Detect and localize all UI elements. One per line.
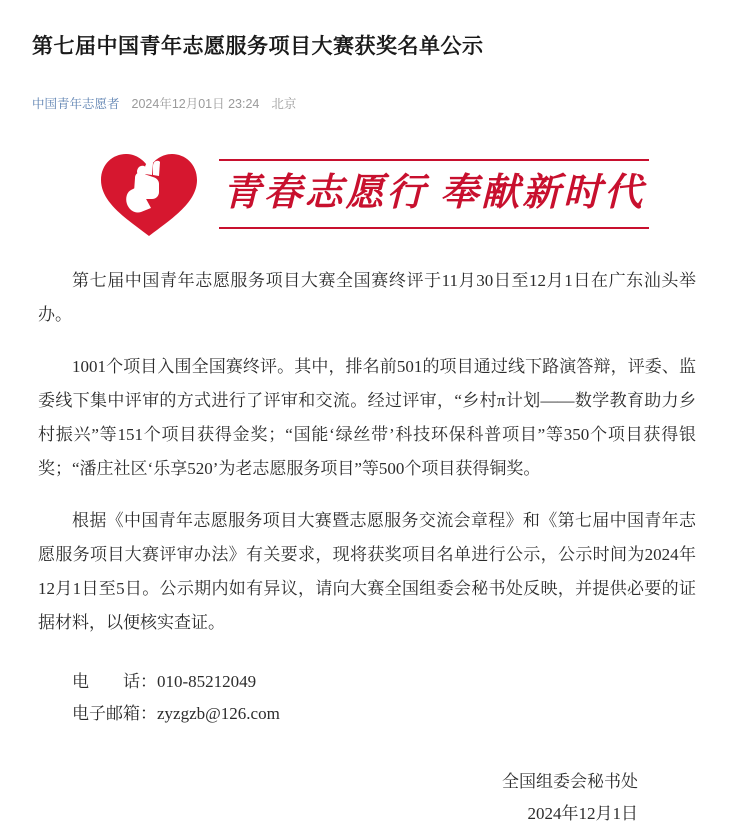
article-timestamp: 2024年12月01日 23:24 — [131, 97, 260, 112]
banner-slogan-box — [219, 159, 650, 229]
signature-block — [38, 766, 696, 830]
article-page — [0, 14, 734, 824]
banner-rule-bottom — [219, 227, 650, 229]
paragraph: 根据《中国青年志愿服务项目大赛暨志愿服务交流会章程》和《第七届中国青年志愿服务项目大赛评审办法》有关要求，现将获奖项目名单进行公示，公示时间为2024年12月1日至5日。公示期内如有异议，请向大赛全国组委会秘书处反映，并提供必要的证据材料，以便核实查证。 — [38, 511, 696, 633]
article-meta — [0, 76, 734, 112]
contact-email: 电子邮箱：zyzgzb@126.com — [72, 704, 280, 724]
page-title: 第七届中国青年志愿服务项目大赛获奖名单公示 — [32, 35, 484, 59]
paragraph: 第七届中国青年志愿服务项目大赛全国赛终评于11月30日至12月1日在广东汕头举办。 — [38, 271, 696, 325]
heart-hand-icon — [95, 148, 203, 240]
contact-phone: 电 话：010-85212049 — [72, 672, 257, 692]
paragraph: 1001个项目入围全国赛终评。其中，排名前501的项目通过线下路演答辩，评委、监委线下集中评审的方式进行了评审和交流。经过评审，“乡村π计划——数学教育助力乡村振兴”等151个项目获得金奖；“国能‘绿丝带’科技环保科普项目”等350个项目获得银奖；“潘庄社区‘乐享520’为老志愿服务项目”等500个项目获得铜奖。 — [38, 357, 696, 479]
contact-block — [38, 666, 696, 730]
banner-rule-top — [219, 159, 650, 161]
article-source[interactable]: 中国青年志愿者 — [32, 97, 120, 112]
signature-org: 全国组委会秘书处 — [502, 772, 638, 792]
article-body — [0, 250, 734, 830]
signature-date: 2024年12月1日 — [527, 804, 638, 824]
banner-slogan: 青春志愿行 奉献新时代 — [222, 172, 646, 215]
article-location: 北京 — [271, 97, 297, 112]
campaign-banner — [0, 138, 734, 250]
